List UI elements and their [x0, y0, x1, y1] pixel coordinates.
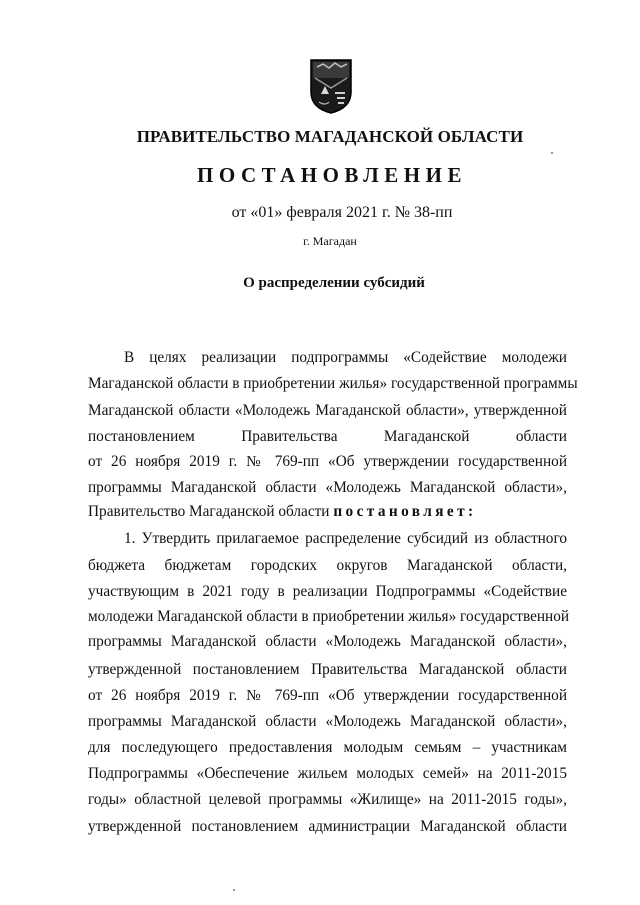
document-date-number: от «01» февраля 2021 г. № 38-пп: [231, 204, 453, 221]
preamble-line: от 26 ноября 2019 г. № 769-пп «Об утверждении государственной: [88, 453, 567, 470]
preamble-line: В целях реализации подпрограммы «Содействие молодежи: [124, 349, 567, 366]
preamble-line: постановлением Правительства Магаданской области: [88, 428, 567, 445]
item1-line: Подпрограммы «Обеспечение жильем молодых семей» на 2011-2015: [88, 765, 567, 782]
item1-line: участвующим в 2021 году в реализации Подпрограммы «Содействие: [88, 583, 567, 600]
resolves-prefix: Правительство Магаданской области: [88, 503, 330, 520]
item1-line: годы» областной целевой программы «Жилище» на 2011-2015 годы»,: [88, 791, 567, 808]
item1-line: утвержденной постановлением администрации Магаданской области: [88, 818, 567, 835]
item1-line: от 26 ноября 2019 г. № 769-пп «Об утверждении государственной: [88, 687, 567, 704]
scan-speck: [551, 152, 553, 154]
document-subject: О распределении субсидий: [243, 275, 425, 291]
item1-line: 1. Утвердить прилагаемое распределение субсидий из областного: [124, 530, 567, 547]
scan-speck: [233, 889, 235, 891]
item1-line: бюджета бюджетам городских округов Магаданской области,: [88, 557, 567, 574]
document-type: ПОСТАНОВЛЕНИЕ: [197, 163, 467, 187]
resolves-line: [88, 502, 567, 522]
item1-line: молодежи Магаданской области в приобретении жилья» государственной: [88, 608, 570, 625]
item1-line: программы Магаданской области «Молодежь Магаданской области»,: [88, 633, 567, 650]
resolves-suffix: :: [468, 503, 474, 520]
document-place: г. Магадан: [303, 234, 357, 248]
item1-line: программы Магаданской области «Молодежь Магаданской области»,: [88, 713, 567, 730]
preamble-line: Магаданской области в приобретении жилья» государственной программы: [88, 375, 578, 392]
coat-of-arms-icon: [309, 58, 353, 114]
resolves-word: постановляет: [333, 503, 469, 520]
preamble-line: программы Магаданской области «Молодежь Магаданской области»,: [88, 479, 567, 496]
preamble-line: Магаданской области «Молодежь Магаданской области», утвержденной: [88, 402, 567, 419]
item1-line: для последующего предоставления молодым семьям – участникам: [88, 739, 567, 756]
government-name: ПРАВИТЕЛЬСТВО МАГАДАНСКОЙ ОБЛАСТИ: [136, 127, 524, 146]
item1-line: утвержденной постановлением Правительства Магаданской области: [88, 661, 567, 678]
